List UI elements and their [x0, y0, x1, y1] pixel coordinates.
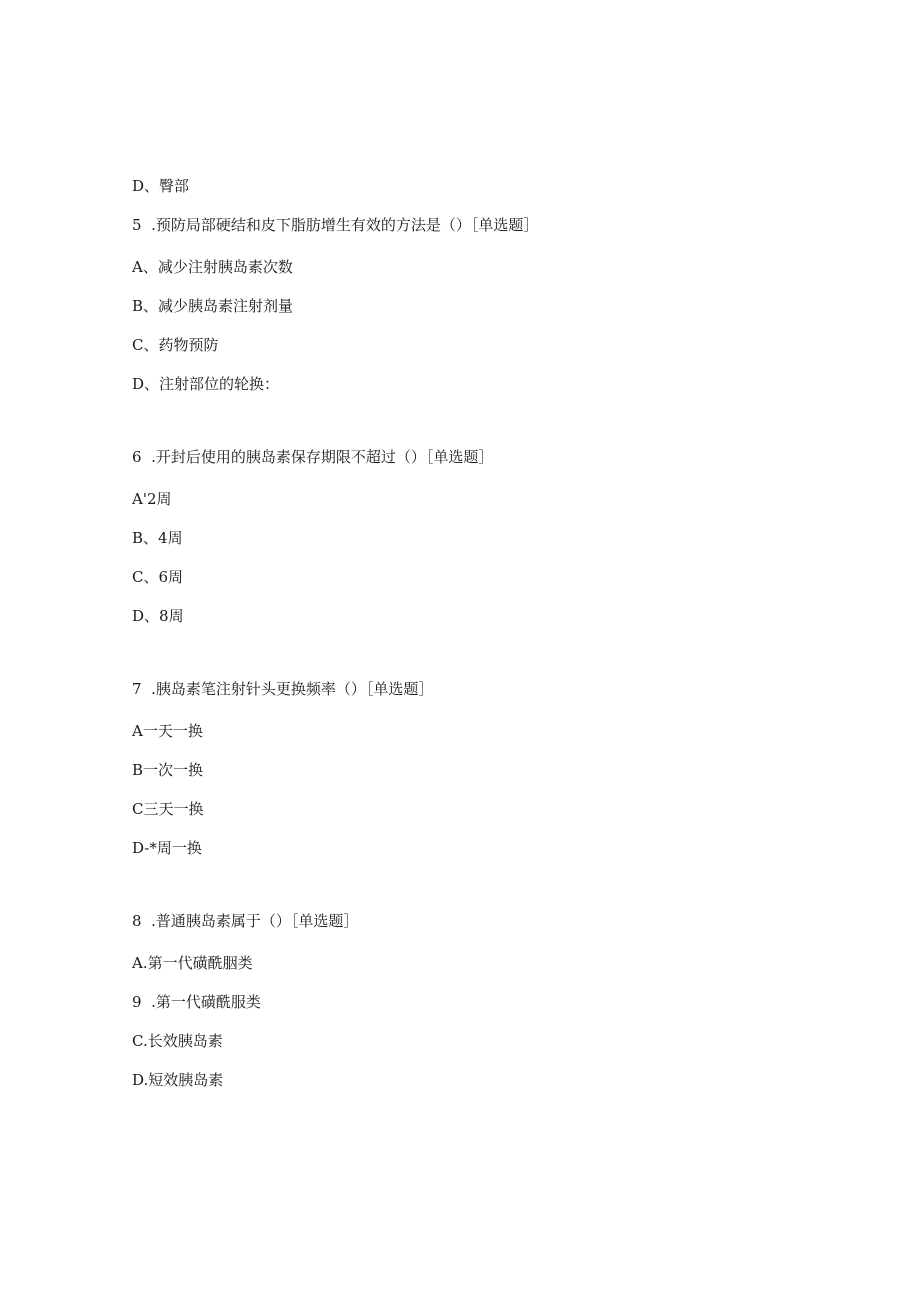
option-q5-b: B、减少胰岛素注射剂量	[132, 297, 294, 315]
option-q7-a: A一天一换	[132, 722, 203, 740]
option-q8-a: A.第一代磺酰胭类	[132, 954, 253, 972]
option-q8-c: C.长效胰岛素	[132, 1032, 223, 1050]
option-q5-a: A、减少注射胰岛素次数	[132, 258, 293, 276]
option-q4-d: D、臀部	[132, 177, 190, 195]
question-6: 6 .开封后使用的胰岛素保存期限不超过（）［单选题］	[132, 448, 494, 466]
option-q7-b: B一次一换	[132, 761, 204, 779]
option-q5-d: D、注射部位的轮换：	[132, 375, 280, 393]
question-7: 7 .胰岛素笔注射针头更换频率（）［单选题］	[132, 680, 434, 698]
option-q6-d: D、8周	[132, 607, 184, 625]
option-q8-b: 9 .第一代磺酰服类	[132, 993, 261, 1011]
question-5: 5 .预防局部硬结和皮下脂肪增生有效的方法是（）［单选题］	[132, 216, 539, 234]
option-q8-d: D.短效胰岛素	[132, 1071, 224, 1089]
option-q7-c: C三天一换	[132, 800, 204, 818]
option-q6-c: C、6周	[132, 568, 184, 586]
option-q7-d: D-*周一换	[132, 839, 202, 857]
option-q6-a: A'2周	[132, 490, 172, 508]
question-8: 8 .普通胰岛素属于（）［单选题］	[132, 912, 359, 930]
option-q6-b: B、4周	[132, 529, 183, 547]
option-q5-c: C、药物预防	[132, 336, 219, 354]
